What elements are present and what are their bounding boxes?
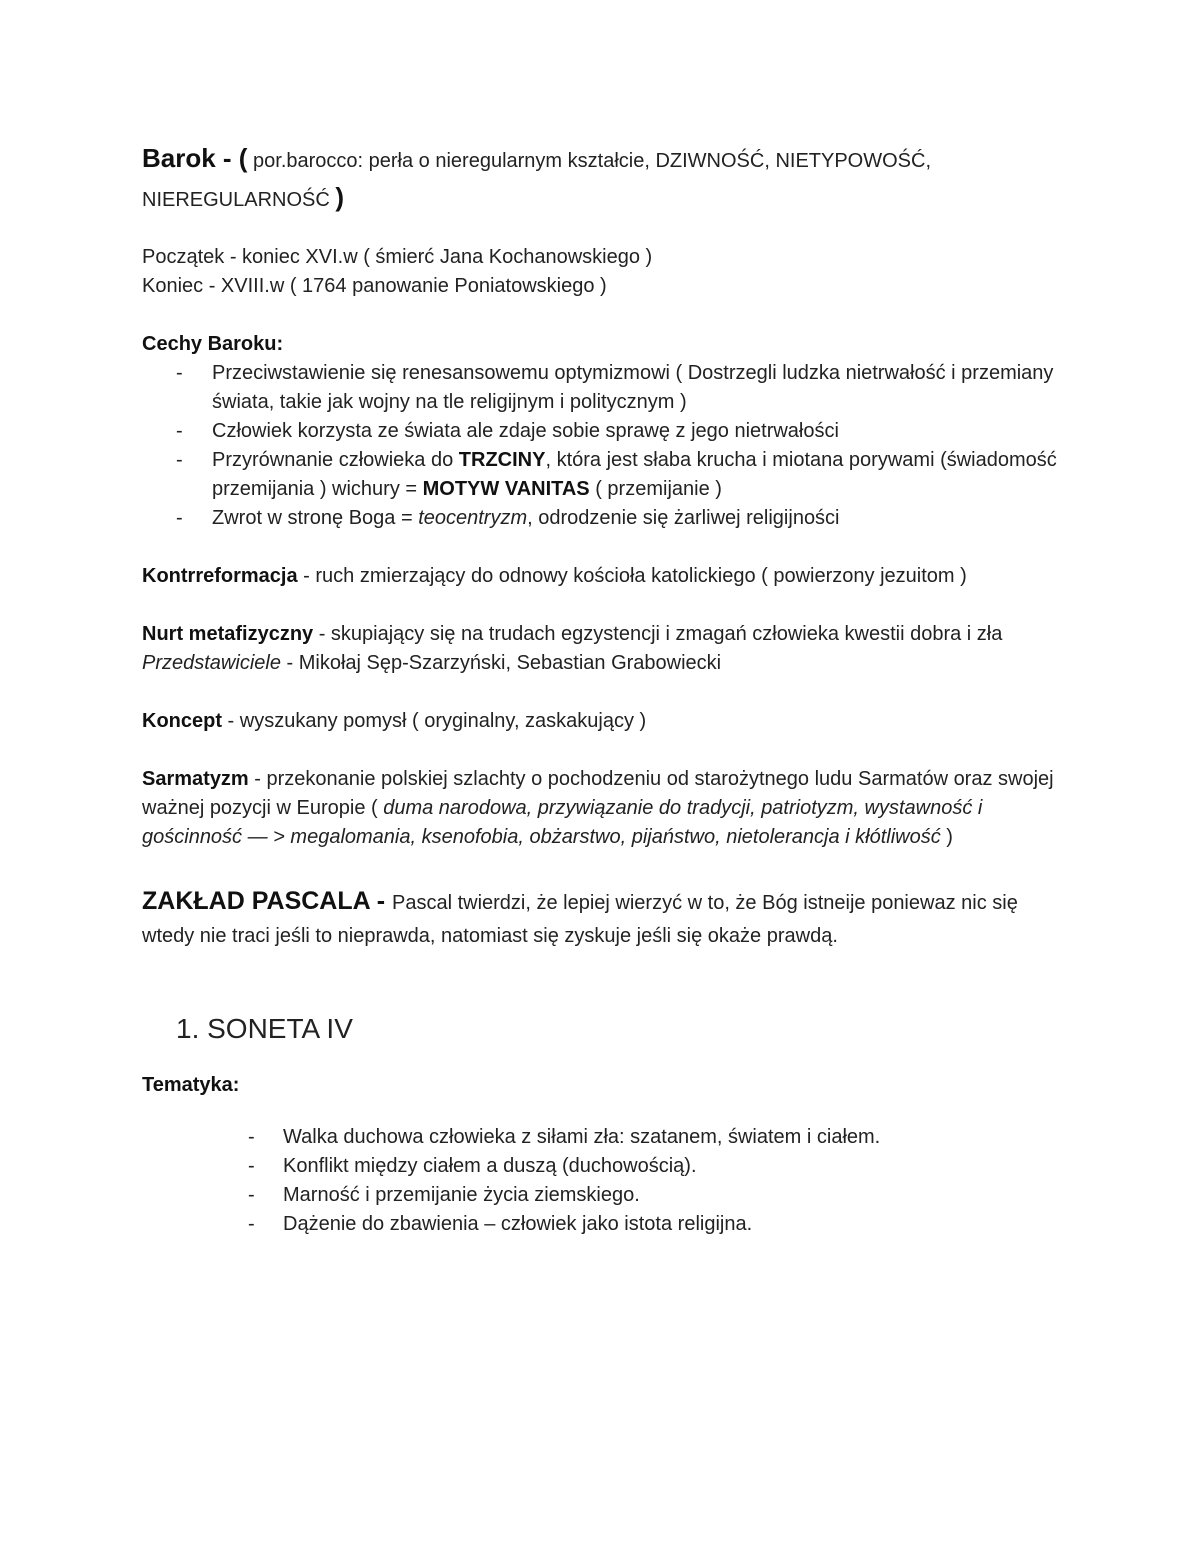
koncept-term: Koncept xyxy=(142,710,222,732)
trzciny-emphasis: TRZCINY xyxy=(458,449,546,471)
barok-close: ) xyxy=(335,182,345,212)
kontrreformacja-term: Kontrreformacja xyxy=(142,565,298,587)
sarmatyzm-term: Sarmatyzm xyxy=(142,768,249,790)
nurt-term: Nurt metafizyczny xyxy=(142,623,314,645)
soneta-heading: 1. SONETA IV xyxy=(176,1013,353,1044)
list-item-text: ( przemijanie ) xyxy=(589,478,722,500)
representatives-label: Przedstawiciele xyxy=(142,652,281,674)
cechy-list xyxy=(142,359,1072,533)
vanitas-emphasis: MOTYW VANITAS xyxy=(422,478,590,500)
document-page xyxy=(142,140,1072,1239)
sarmatyzm-end: ) xyxy=(940,826,953,848)
barok-desc-2: NIEREGULARNOŚĆ xyxy=(142,189,336,211)
representatives-text: - Mikołaj Sęp-Szarzyński, Sebastian Grabowiecki xyxy=(280,652,722,674)
tematyka-list xyxy=(142,1123,1072,1239)
list-item: - Walka duchowa człowieka z siłami zła: szatanem, światem i ciałem. xyxy=(142,1123,1072,1152)
pascal-definition xyxy=(142,885,1072,953)
list-item xyxy=(142,504,1072,533)
list-item: - Dążenie do zbawienia – człowiek jako istota religijna. xyxy=(142,1210,1072,1239)
period-start: Początek - koniec XVI.w ( śmierć Jana Kochanowskiego ) xyxy=(142,246,653,268)
kontrreformacja-text: - ruch zmierzający do odnowy kościoła katolickiego ( powierzony jezuitom ) xyxy=(297,565,967,587)
teocentryzm-term: teocentryzm xyxy=(418,507,528,529)
tematyka-heading: Tematyka: xyxy=(142,1074,240,1096)
nurt-text: - skupiający się na trudach egzystencji i zmagań człowieka kwestii dobra i zła xyxy=(313,623,1003,645)
nurt-representatives xyxy=(142,649,1072,678)
pascal-text: Pascal twierdzi, że lepiej wierzyć w to, że Bóg istneije poniewaz nic się wtedy nie traci jeśli to nieprawda, natomiast się zyskuje jeśli się okaże prawdą. xyxy=(142,892,1018,947)
sarmatyzm-definition xyxy=(142,765,1072,852)
barok-definition xyxy=(142,140,1072,218)
list-item: - Marność i przemijanie życia ziemskiego. xyxy=(142,1181,1072,1210)
sarmatyzm-italic: duma narodowa, przywiązanie do tradycji, patriotyzm, wystawność i gościnność — > megalomania, ksenofobia, obżarstwo, pijaństwo, nietolerancja i kłótliwość xyxy=(142,797,983,848)
list-item: - Przeciwstawienie się renesansowemu optymizmowi ( Dostrzegli ludzka nietrwałość i przemiany świata, takie jak wojny na tle religijnym i politycznym ) xyxy=(142,359,1072,417)
koncept-definition xyxy=(142,707,1072,736)
barok-term: Barok - ( xyxy=(142,143,248,173)
list-item-text: Zwrot w stronę Boga = xyxy=(212,507,419,529)
list-item-text: , która jest słaba krucha i miotana porywami (świadomość przemijania ) wichury = xyxy=(212,449,1057,500)
pascal-term: ZAKŁAD PASCALA - xyxy=(142,887,392,915)
list-item: - Człowiek korzysta ze świata ale zdaje sobie sprawę z jego nietrwałości xyxy=(142,417,1072,446)
kontrreformacja-definition xyxy=(142,562,1072,591)
list-item xyxy=(142,446,1072,504)
koncept-text: - wyszukany pomysł ( oryginalny, zaskakujący ) xyxy=(222,710,647,732)
period-end: Koniec - XVIII.w ( 1764 panowanie Poniatowskiego ) xyxy=(142,275,607,297)
list-item-text: Przyrównanie człowieka do xyxy=(212,449,459,471)
cechy-heading: Cechy Baroku: xyxy=(142,333,284,355)
list-item-text: , odrodzenie się żarliwej religijności xyxy=(527,507,840,529)
barok-desc: por.barocco: perła o nieregularnym kształcie, DZIWNOŚĆ, NIETYPOWOŚĆ, xyxy=(247,150,932,172)
list-item: - Konflikt między ciałem a duszą (duchowością). xyxy=(142,1152,1072,1181)
sarmatyzm-text: - przekonanie polskiej szlachty o pochodzeniu od starożytnego ludu Sarmatów oraz swojej ważnej pozycji w Europie ( xyxy=(142,768,1054,819)
nurt-definition xyxy=(142,620,1072,649)
